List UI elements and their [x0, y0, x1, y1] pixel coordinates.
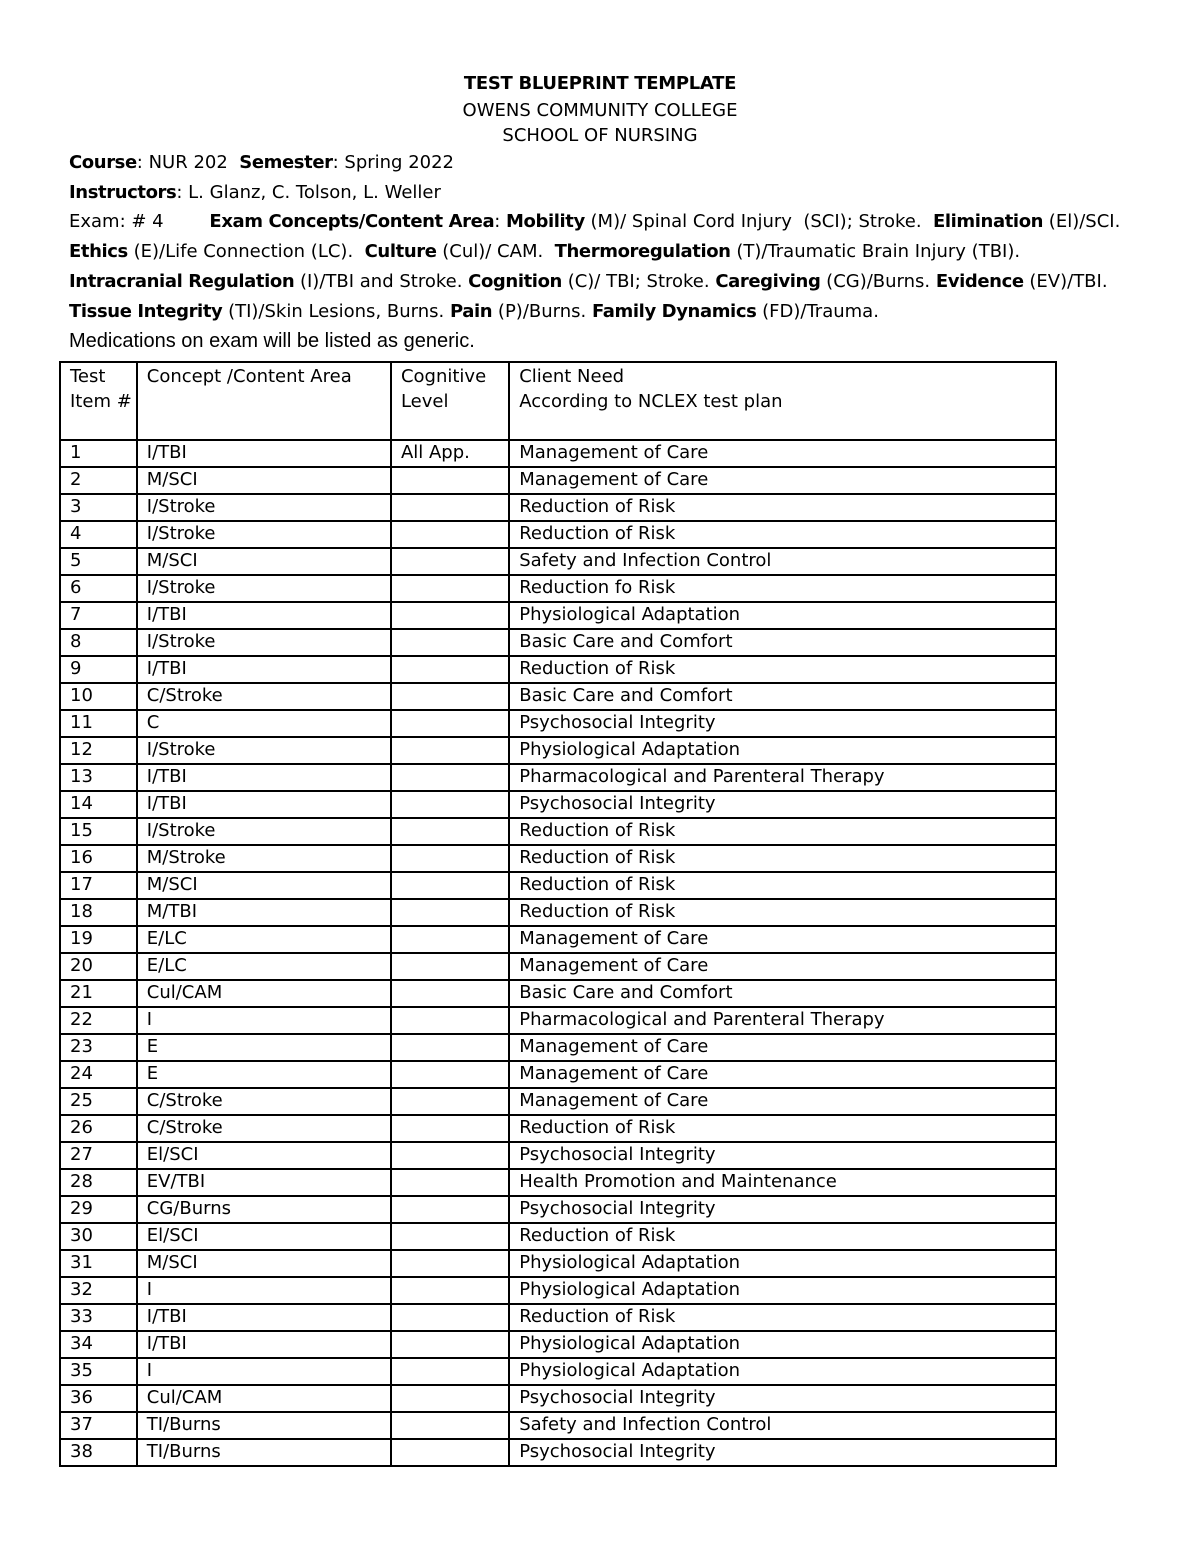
client-need-cell: Management of Care	[509, 926, 1056, 953]
table-row	[60, 1142, 1056, 1169]
item-number-cell: 32	[60, 1277, 137, 1304]
table-row	[60, 764, 1056, 791]
concept-cell: E/LC	[137, 953, 391, 980]
concept-cell: M/SCI	[137, 872, 391, 899]
item-number-cell: 34	[60, 1331, 137, 1358]
concept-cell: C/Stroke	[137, 683, 391, 710]
cognitive-level-cell	[391, 980, 509, 1007]
concept-cell: EV/TBI	[137, 1169, 391, 1196]
item-number-cell: 11	[60, 710, 137, 737]
table-row	[60, 980, 1056, 1007]
table-row	[60, 953, 1056, 980]
cognitive-level-cell	[391, 1169, 509, 1196]
concept-label: Elimination	[933, 211, 1044, 232]
cognitive-level-cell	[391, 602, 509, 629]
table-row	[60, 845, 1056, 872]
concept-cell: I	[137, 1358, 391, 1385]
cognitive-level-cell	[391, 872, 509, 899]
cognitive-level-cell	[391, 1358, 509, 1385]
semester-label: Semester	[239, 152, 333, 173]
client-need-cell: Physiological Adaptation	[509, 1250, 1056, 1277]
concept-label: Thermoregulation	[554, 241, 731, 262]
client-need-cell: Pharmacological and Parenteral Therapy	[509, 1007, 1056, 1034]
client-need-cell: Safety and Infection Control	[509, 1412, 1056, 1439]
client-need-cell: Physiological Adaptation	[509, 737, 1056, 764]
concept-cell: M/SCI	[137, 1250, 391, 1277]
concept-text: (TI)/Skin Lesions, Burns.	[222, 301, 450, 322]
concept-label: Family Dynamics	[591, 301, 757, 322]
client-need-cell: Physiological Adaptation	[509, 1331, 1056, 1358]
table-row	[60, 818, 1056, 845]
cognitive-level-cell	[391, 1223, 509, 1250]
header-test-item: Test Item #	[60, 362, 137, 440]
header-cognitive-level: Cognitive Level	[391, 362, 509, 440]
cognitive-level-cell	[391, 845, 509, 872]
table-row	[60, 683, 1056, 710]
concept-cell: I/TBI	[137, 1304, 391, 1331]
client-need-cell: Reduction of Risk	[509, 872, 1056, 899]
concept-text: (C)/ TBI; Stroke.	[561, 271, 716, 292]
cognitive-level-cell	[391, 1385, 509, 1412]
concept-text: (M)/ Spinal Cord Injury (SCI); Stroke.	[584, 211, 933, 232]
table-row	[60, 1115, 1056, 1142]
client-need-cell: Reduction of Risk	[509, 1223, 1056, 1250]
client-need-cell: Psychosocial Integrity	[509, 1385, 1056, 1412]
cognitive-level-cell	[391, 683, 509, 710]
cognitive-level-cell	[391, 1196, 509, 1223]
item-number-cell: 20	[60, 953, 137, 980]
table-row	[60, 899, 1056, 926]
concept-label: Evidence	[935, 271, 1024, 292]
client-need-cell: Basic Care and Comfort	[509, 629, 1056, 656]
cognitive-level-cell	[391, 1331, 509, 1358]
client-need-cell: Reduction of Risk	[509, 521, 1056, 548]
table-row	[60, 1007, 1056, 1034]
item-number-cell: 31	[60, 1250, 137, 1277]
client-need-cell: Pharmacological and Parenteral Therapy	[509, 764, 1056, 791]
table-row	[60, 1412, 1056, 1439]
medications-note: Medications on exam will be listed as generic.	[69, 330, 475, 352]
item-number-cell: 38	[60, 1439, 137, 1466]
concept-cell: C/Stroke	[137, 1115, 391, 1142]
item-number-cell: 19	[60, 926, 137, 953]
concept-text: (EV)/TBI.	[1023, 271, 1114, 292]
item-number-cell: 37	[60, 1412, 137, 1439]
exam-concepts-paragraph: Exam: # 4 Exam Concepts/Content Area: Mobility (M)/ Spinal Cord Injury (SCI); Stroke. Elimination (El)/SCI. Ethics (E)/Life Connection (LC). Culture (Cul)/ CAM. Thermoregulation (T)/Traumatic Brain Injury (TBI). Intracranial Regulation (I)/TBI and Stroke. Cognition (C)/ TBI; Stroke. Caregiving (CG)/Burns. Evidence (EV)/TBI. Tissue Integrity (TI)/Skin Lesions, Burns. Pain (P)/Burns. Family Dynamics (FD)/Trauma.	[69, 211, 1132, 322]
cognitive-level-cell	[391, 1034, 509, 1061]
concept-cell: E/LC	[137, 926, 391, 953]
table-row	[60, 737, 1056, 764]
concepts-label: Exam Concepts/Content Area	[209, 211, 495, 232]
concept-cell: Cul/CAM	[137, 1385, 391, 1412]
blueprint-table	[59, 361, 1057, 1467]
concept-text: (Cul)/ CAM.	[436, 241, 555, 262]
table-row	[60, 656, 1056, 683]
client-need-cell: Reduction fo Risk	[509, 575, 1056, 602]
concept-cell: I/TBI	[137, 1331, 391, 1358]
table-row	[60, 602, 1056, 629]
header-concept: Concept /Content Area	[137, 362, 391, 440]
concept-label: Intracranial Regulation	[69, 271, 295, 292]
cognitive-level-cell	[391, 899, 509, 926]
table-row	[60, 1358, 1056, 1385]
concept-cell: I/TBI	[137, 791, 391, 818]
concept-cell: I	[137, 1007, 391, 1034]
concept-cell: I/Stroke	[137, 737, 391, 764]
cognitive-level-cell	[391, 521, 509, 548]
concept-cell: I/TBI	[137, 602, 391, 629]
concept-label: Culture	[364, 241, 437, 262]
cognitive-level-cell	[391, 656, 509, 683]
cognitive-level-cell	[391, 737, 509, 764]
cognitive-level-cell	[391, 1412, 509, 1439]
table-row	[60, 872, 1056, 899]
concept-cell: I/Stroke	[137, 494, 391, 521]
table-row	[60, 1439, 1056, 1466]
cognitive-level-cell	[391, 575, 509, 602]
item-number-cell: 12	[60, 737, 137, 764]
table-row	[60, 1088, 1056, 1115]
client-need-cell: Management of Care	[509, 1088, 1056, 1115]
concept-cell: E	[137, 1061, 391, 1088]
concept-cell: I	[137, 1277, 391, 1304]
instructors-value: : L. Glanz, C. Tolson, L. Weller	[176, 182, 441, 203]
client-need-cell: Psychosocial Integrity	[509, 710, 1056, 737]
table-row	[60, 1034, 1056, 1061]
cognitive-level-cell	[391, 494, 509, 521]
client-need-cell: Reduction of Risk	[509, 1304, 1056, 1331]
concept-label: Mobility	[506, 211, 585, 232]
client-need-cell: Psychosocial Integrity	[509, 791, 1056, 818]
table-row	[60, 1331, 1056, 1358]
concept-cell: I/Stroke	[137, 575, 391, 602]
item-number-cell: 36	[60, 1385, 137, 1412]
table-row	[60, 440, 1056, 467]
client-need-cell: Reduction of Risk	[509, 494, 1056, 521]
client-need-cell: Physiological Adaptation	[509, 1277, 1056, 1304]
course-line	[69, 148, 1139, 178]
table-header-row	[60, 362, 1056, 440]
cognitive-level-cell	[391, 791, 509, 818]
cognitive-level-cell	[391, 1142, 509, 1169]
instructors-label: Instructors	[69, 182, 177, 203]
item-number-cell: 2	[60, 467, 137, 494]
table-row	[60, 1304, 1056, 1331]
item-number-cell: 22	[60, 1007, 137, 1034]
table-row	[60, 575, 1056, 602]
table-row	[60, 1223, 1056, 1250]
client-need-cell: Psychosocial Integrity	[509, 1439, 1056, 1466]
concept-text: (I)/TBI and Stroke.	[294, 271, 469, 292]
concept-cell: M/TBI	[137, 899, 391, 926]
cognitive-level-cell	[391, 467, 509, 494]
concept-text: (FD)/Trauma.	[756, 301, 879, 322]
concept-cell: CG/Burns	[137, 1196, 391, 1223]
item-number-cell: 4	[60, 521, 137, 548]
item-number-cell: 33	[60, 1304, 137, 1331]
client-need-cell: Reduction of Risk	[509, 1115, 1056, 1142]
school-name: SCHOOL OF NURSING	[502, 125, 698, 146]
item-number-cell: 17	[60, 872, 137, 899]
header-client-need: Client Need According to NCLEX test plan	[509, 362, 1056, 440]
cognitive-level-cell	[391, 1115, 509, 1142]
cognitive-level-cell	[391, 548, 509, 575]
client-need-cell: Basic Care and Comfort	[509, 683, 1056, 710]
concept-cell: C/Stroke	[137, 1088, 391, 1115]
cognitive-level-cell	[391, 1304, 509, 1331]
client-need-cell: Physiological Adaptation	[509, 602, 1056, 629]
concept-cell: M/SCI	[137, 548, 391, 575]
table-row	[60, 467, 1056, 494]
table-row	[60, 1169, 1056, 1196]
concept-text: (El)/SCI.	[1043, 211, 1132, 232]
table-row	[60, 494, 1056, 521]
item-number-cell: 30	[60, 1223, 137, 1250]
item-number-cell: 15	[60, 818, 137, 845]
concept-text: (CG)/Burns.	[820, 271, 936, 292]
item-number-cell: 1	[60, 440, 137, 467]
cognitive-level-cell	[391, 1277, 509, 1304]
concept-cell: I/Stroke	[137, 818, 391, 845]
cognitive-level-cell	[391, 953, 509, 980]
table-row	[60, 791, 1056, 818]
client-need-cell: Safety and Infection Control	[509, 548, 1056, 575]
item-number-cell: 6	[60, 575, 137, 602]
client-need-cell: Reduction of Risk	[509, 845, 1056, 872]
client-need-cell: Reduction of Risk	[509, 899, 1056, 926]
client-need-cell: Management of Care	[509, 953, 1056, 980]
cognitive-level-cell	[391, 818, 509, 845]
table-row	[60, 926, 1056, 953]
cognitive-level-cell: All App.	[391, 440, 509, 467]
college-name: OWENS COMMUNITY COLLEGE	[462, 100, 738, 121]
table-row	[60, 1277, 1056, 1304]
item-number-cell: 16	[60, 845, 137, 872]
concept-text: (T)/Traumatic Brain Injury (TBI).	[730, 241, 1032, 262]
item-number-cell: 35	[60, 1358, 137, 1385]
concept-cell: I/TBI	[137, 656, 391, 683]
client-need-cell: Reduction of Risk	[509, 818, 1056, 845]
concept-label: Pain	[449, 301, 493, 322]
item-number-cell: 21	[60, 980, 137, 1007]
item-number-cell: 18	[60, 899, 137, 926]
client-need-cell: Physiological Adaptation	[509, 1358, 1056, 1385]
item-number-cell: 9	[60, 656, 137, 683]
concept-label: Cognition	[468, 271, 562, 292]
item-number-cell: 25	[60, 1088, 137, 1115]
concept-cell: M/SCI	[137, 467, 391, 494]
concept-cell: I/Stroke	[137, 629, 391, 656]
table-row	[60, 710, 1056, 737]
cognitive-level-cell	[391, 926, 509, 953]
cognitive-level-cell	[391, 1088, 509, 1115]
cognitive-level-cell	[391, 764, 509, 791]
client-need-cell: Health Promotion and Maintenance	[509, 1169, 1056, 1196]
cognitive-level-cell	[391, 710, 509, 737]
concept-label: Tissue Integrity	[69, 301, 223, 322]
table-row	[60, 1250, 1056, 1277]
course-value: : NUR 202	[136, 152, 228, 173]
client-need-cell: Management of Care	[509, 467, 1056, 494]
exam-label: Exam	[69, 211, 120, 232]
course-label: Course	[69, 152, 137, 173]
client-need-cell: Psychosocial Integrity	[509, 1196, 1056, 1223]
concept-cell: I/Stroke	[137, 521, 391, 548]
item-number-cell: 7	[60, 602, 137, 629]
table-row	[60, 629, 1056, 656]
item-number-cell: 24	[60, 1061, 137, 1088]
concept-cell: I/TBI	[137, 764, 391, 791]
concept-cell: I/TBI	[137, 440, 391, 467]
client-need-cell: Management of Care	[509, 440, 1056, 467]
item-number-cell: 29	[60, 1196, 137, 1223]
item-number-cell: 10	[60, 683, 137, 710]
concept-cell: C	[137, 710, 391, 737]
concept-cell: M/Stroke	[137, 845, 391, 872]
item-number-cell: 27	[60, 1142, 137, 1169]
concept-text: (P)/Burns.	[492, 301, 592, 322]
concept-cell: Cul/CAM	[137, 980, 391, 1007]
item-number-cell: 26	[60, 1115, 137, 1142]
concept-cell: El/SCI	[137, 1223, 391, 1250]
concept-label: Caregiving	[715, 271, 821, 292]
concept-cell: E	[137, 1034, 391, 1061]
table-row	[60, 521, 1056, 548]
table-row	[60, 1196, 1056, 1223]
concept-text: (E)/Life Connection (LC).	[127, 241, 365, 262]
table-row	[60, 1061, 1056, 1088]
concept-cell: El/SCI	[137, 1142, 391, 1169]
client-need-cell: Management of Care	[509, 1061, 1056, 1088]
cognitive-level-cell	[391, 1439, 509, 1466]
cognitive-level-cell	[391, 1061, 509, 1088]
table-row	[60, 1385, 1056, 1412]
cognitive-level-cell	[391, 1007, 509, 1034]
item-number-cell: 14	[60, 791, 137, 818]
instructors-line	[69, 178, 1139, 208]
item-number-cell: 3	[60, 494, 137, 521]
concept-cell: TI/Burns	[137, 1439, 391, 1466]
item-number-cell: 8	[60, 629, 137, 656]
table-row	[60, 548, 1056, 575]
document-title: TEST BLUEPRINT TEMPLATE	[463, 73, 737, 94]
cognitive-level-cell	[391, 629, 509, 656]
semester-value: : Spring 2022	[332, 152, 455, 173]
item-number-cell: 5	[60, 548, 137, 575]
client-need-cell: Management of Care	[509, 1034, 1056, 1061]
cognitive-level-cell	[391, 1250, 509, 1277]
client-need-cell: Psychosocial Integrity	[509, 1142, 1056, 1169]
client-need-cell: Reduction of Risk	[509, 656, 1056, 683]
concept-cell: TI/Burns	[137, 1412, 391, 1439]
item-number-cell: 23	[60, 1034, 137, 1061]
client-need-cell: Basic Care and Comfort	[509, 980, 1056, 1007]
exam-value: : # 4	[119, 211, 164, 232]
concept-label: Ethics	[69, 241, 128, 262]
item-number-cell: 13	[60, 764, 137, 791]
item-number-cell: 28	[60, 1169, 137, 1196]
